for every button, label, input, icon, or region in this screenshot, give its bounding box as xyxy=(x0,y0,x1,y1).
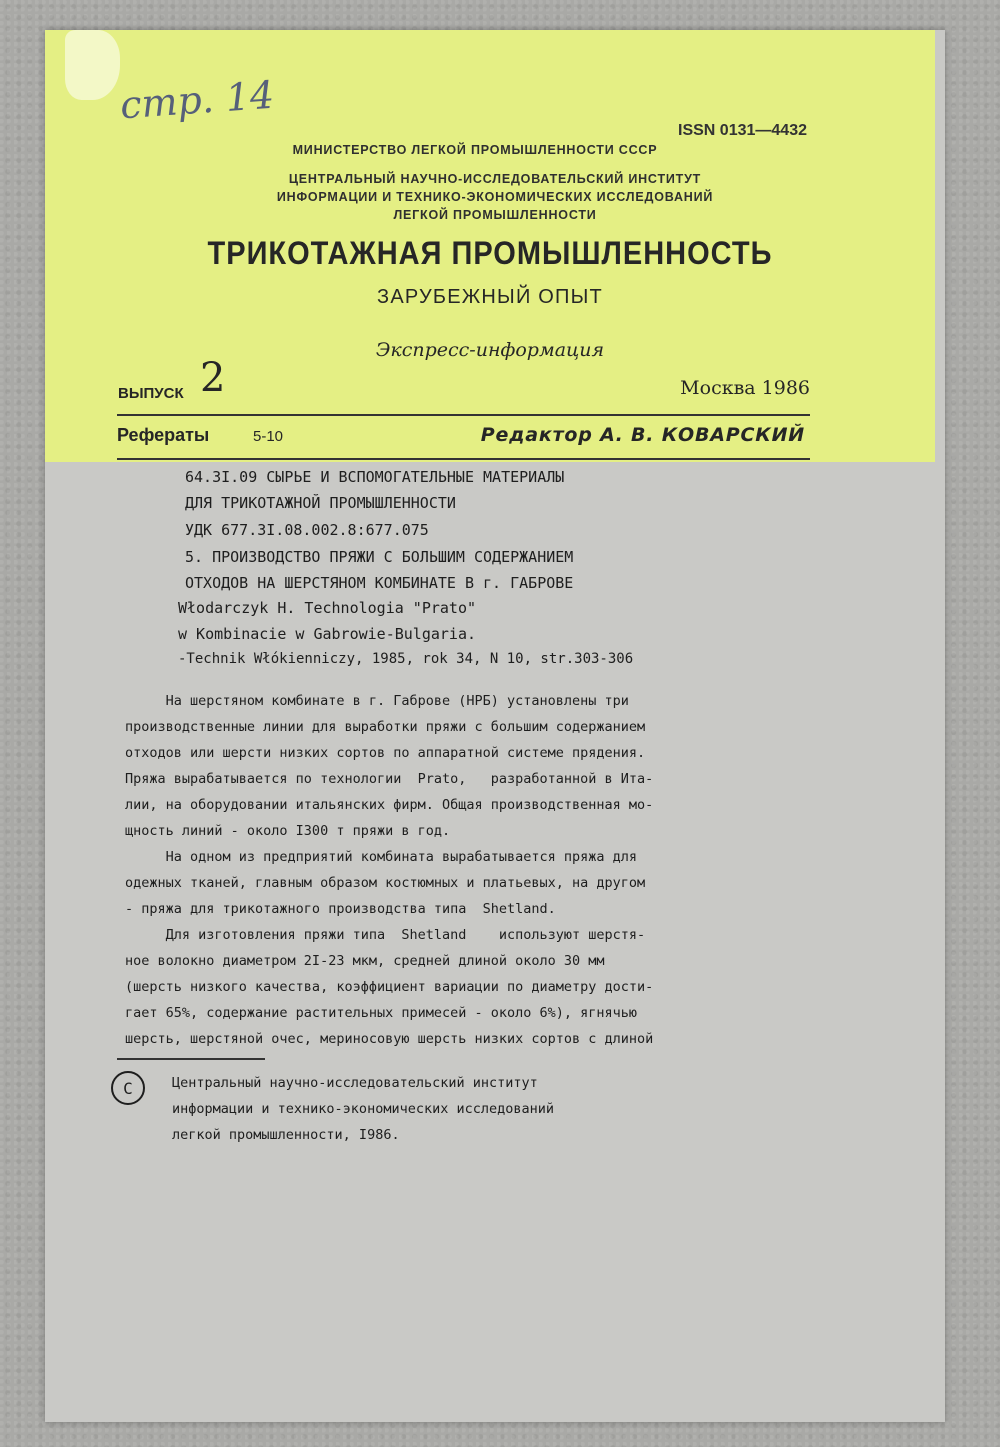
copyright-line: Центральный научно-исследовательский институт xyxy=(172,1075,538,1091)
publication-subtitle: ЗАРУБЕЖНЫЙ ОПЫТ xyxy=(377,286,603,308)
issue-number: 2 xyxy=(200,355,226,401)
article-heading-line: 5. ПРОИЗВОДСТВО ПРЯЖИ С БОЛЬШИМ СОДЕРЖАНИЕМ xyxy=(185,548,574,566)
article-heading-line: ОТХОДОВ НА ШЕРСТЯНОМ КОМБИНАТЕ В г. ГАБРОВЕ xyxy=(185,574,574,592)
issn: ISSN 0131—4432 xyxy=(678,122,807,139)
body-line: ное волокно диаметром 2I-23 мкм, средней длиной около 30 мм xyxy=(125,953,605,969)
abstracts-range: 5-10 xyxy=(253,428,284,445)
editor-credit: Редактор А. В. КОВАРСКИЙ xyxy=(480,424,805,446)
article-heading-line: УДК 677.3I.08.002.8:677.075 xyxy=(185,521,429,539)
paper-damage xyxy=(65,30,120,100)
body-line: производственные линии для выработки пряжи с большим содержанием xyxy=(125,719,646,735)
body-line: На одном из предприятий комбината вырабатывается пряжа для xyxy=(125,849,638,865)
divider-bottom xyxy=(117,458,810,460)
city-year: Москва 1986 xyxy=(680,377,810,399)
series-name: Экспресс-информация xyxy=(375,339,605,361)
issue-label: ВЫПУСК xyxy=(118,385,184,402)
handwritten-page-note: стр. 14 xyxy=(118,72,276,128)
institute-line-1: ЦЕНТРАЛЬНЫЙ НАУЧНО-ИССЛЕДОВАТЕЛЬСКИЙ ИНСТИТУТ xyxy=(288,172,702,186)
institute-line-2: ИНФОРМАЦИИ И ТЕХНИКО-ЭКОНОМИЧЕСКИХ ИССЛЕДОВАНИЙ xyxy=(276,190,714,204)
body-line: гает 65%, содержание растительных примесей - около 6%), ягнячью xyxy=(125,1005,638,1021)
body-line: щность линий - около I300 т пряжи в год. xyxy=(125,823,451,839)
source-line: w Kombinacie w Gabrowie-Bulgaria. xyxy=(178,625,477,643)
abstracts-label: Рефераты xyxy=(117,425,210,445)
document-sheet xyxy=(45,30,945,1422)
body-line: отходов или шерсти низких сортов по аппаратной системе прядения. xyxy=(125,745,646,761)
article-heading-line: 64.3I.09 СЫРЬЕ И ВСПОМОГАТЕЛЬНЫЕ МАТЕРИАЛЫ xyxy=(185,468,565,486)
body-line: шерсть, шерстяной очес, мериносовую шерсть низких сортов с длиной xyxy=(125,1031,654,1047)
institute-line-3: ЛЕГКОЙ ПРОМЫШЛЕННОСТИ xyxy=(393,208,597,222)
cover-band xyxy=(45,30,935,462)
body-line: - пряжа для трикотажного производства типа Shetland. xyxy=(125,901,556,917)
copyright-icon: C xyxy=(111,1071,145,1105)
article-heading-line: ДЛЯ ТРИКОТАЖНОЙ ПРОМЫШЛЕННОСТИ xyxy=(185,494,456,512)
divider-top xyxy=(117,414,810,416)
body-line: лии, на оборудовании итальянских фирм. Общая производственная мо- xyxy=(125,797,654,813)
body-line: На шерстяном комбинате в г. Габрове (НРБ) установлены три xyxy=(125,693,629,709)
body-line: одежных тканей, главным образом костюмных и платьевых, на другом xyxy=(125,875,646,891)
footnote-separator xyxy=(117,1058,265,1060)
copyright-line: легкой промышленности, I986. xyxy=(172,1127,400,1143)
body-line: Для изготовления пряжи типа Shetland используют шерстя- xyxy=(125,927,646,943)
body-line: Пряжа вырабатывается по технологии Prato, разработанной в Ита- xyxy=(125,771,654,787)
ministry-name: МИНИСТЕРСТВО ЛЕГКОЙ ПРОМЫШЛЕННОСТИ СССР xyxy=(292,143,658,157)
body-line: (шерсть низкого качества, коэффициент вариации по диаметру дости- xyxy=(125,979,654,995)
source-line: Włodarczyk H. Technologia "Prato" xyxy=(178,599,477,617)
copyright-line: информации и технико-экономических исследований xyxy=(172,1101,555,1117)
source-line: -Technik Włókienniczy, 1985, rok 34, N 10, str.303-306 xyxy=(178,651,634,667)
publication-title: ТРИКОТАЖНАЯ ПРОМЫШЛЕННОСТЬ xyxy=(207,236,773,272)
